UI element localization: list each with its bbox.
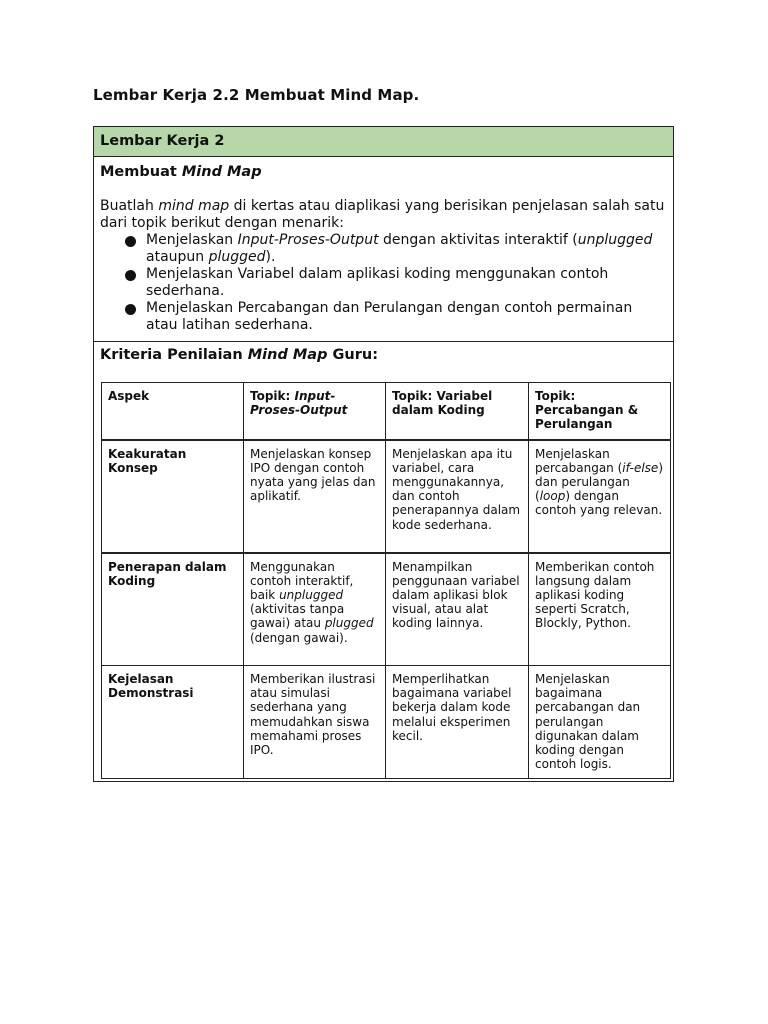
header-aspek: Aspek: [102, 383, 244, 440]
table-cell: Menjelaskan konsep IPO dengan contoh nyata yang jelas dan aplikatif.: [244, 440, 386, 553]
worksheet-box: [93, 126, 674, 782]
table-row: [102, 553, 671, 666]
task-section: [94, 157, 673, 342]
list-item: Menjelaskan Percabangan dan Perulangan dengan contoh permainan atau latihan sederhana.: [122, 300, 667, 334]
criteria-title: Kriteria Penilaian Mind Map Guru:: [100, 347, 379, 363]
aspect-cell: Kejelasan Demonstrasi: [102, 666, 244, 779]
task-intro: Buatlah mind map di kertas atau diaplikasi yang berisikan penjelasan salah satu dari topik berikut dengan menarik:: [100, 198, 665, 231]
header-topic-percabangan: Topik: Percabangan & Perulangan: [529, 383, 671, 440]
topic-list: [122, 232, 667, 334]
aspect-cell: Keakuratan Konsep: [102, 440, 244, 553]
header-topic-ipo: Topik: Input-Proses-Output: [244, 383, 386, 440]
list-item: Menjelaskan Variabel dalam aplikasi koding menggunakan contoh sederhana.: [122, 266, 667, 300]
table-cell: Menggunakan contoh interaktif, baik unplugged (aktivitas tanpa gawai) atau plugged (dengan gawai).: [244, 553, 386, 666]
worksheet-header: Lembar Kerja 2: [94, 127, 673, 157]
table-cell: Menjelaskan apa itu variabel, cara menggunakannya, dan contoh penerapannya dalam kode sederhana.: [386, 440, 529, 553]
table-cell: Menampilkan penggunaan variabel dalam aplikasi blok visual, atau alat koding lainnya.: [386, 553, 529, 666]
table-cell: Memberikan contoh langsung dalam aplikasi koding seperti Scratch, Blockly, Python.: [529, 553, 671, 666]
table-row: [102, 666, 671, 779]
document-title: Lembar Kerja 2.2 Membuat Mind Map.: [93, 86, 420, 104]
table-row: [102, 440, 671, 553]
task-title: Membuat Mind Map: [100, 164, 262, 180]
bullet-icon: [125, 304, 136, 315]
bullet-icon: [125, 270, 136, 281]
table-cell: Memperlihatkan bagaimana variabel bekerja dalam kode melalui eksperimen kecil.: [386, 666, 529, 779]
aspect-cell: Penerapan dalam Koding: [102, 553, 244, 666]
header-topic-variabel: Topik: Variabel dalam Koding: [386, 383, 529, 440]
criteria-table: [101, 382, 671, 779]
table-header-row: [102, 383, 671, 440]
table-cell: Menjelaskan percabangan (if-else) dan perulangan (loop) dengan contoh yang relevan.: [529, 440, 671, 553]
table-cell: Memberikan ilustrasi atau simulasi sederhana yang memudahkan siswa memahami proses IPO.: [244, 666, 386, 779]
list-item: Menjelaskan Input-Proses-Output dengan aktivitas interaktif (unplugged ataupun plugged).: [122, 232, 667, 266]
bullet-icon: [125, 236, 136, 247]
table-cell: Menjelaskan bagaimana percabangan dan perulangan digunakan dalam koding dengan contoh logis.: [529, 666, 671, 779]
